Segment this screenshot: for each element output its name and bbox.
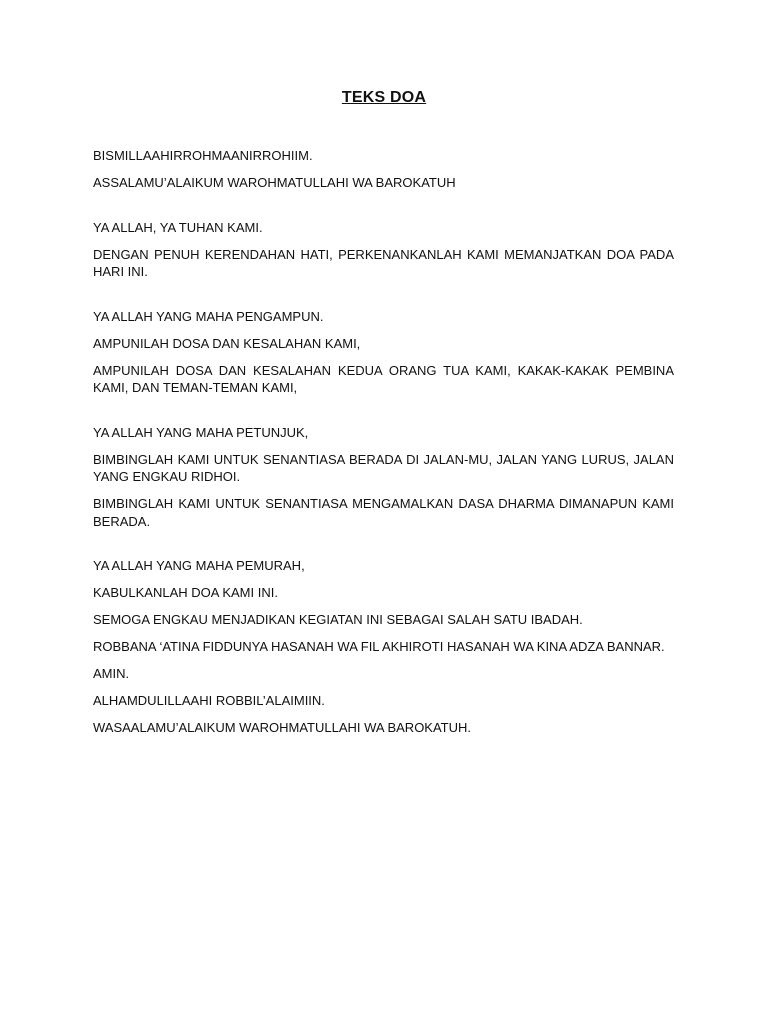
paragraph-maha-pengampun: YA ALLAH YANG MAHA PENGAMPUN.	[93, 308, 324, 324]
paragraph-amin: AMIN.	[93, 666, 130, 681]
paragraph-ibadah: SEMOGA ENGKAU MENJADIKAN KEGIATAN INI SEBAGAI SALAH SATU IBADAH.	[93, 612, 583, 627]
paragraph-maha-pemurah: YA ALLAH YANG MAHA PEMURAH,	[93, 558, 305, 573]
document-body	[93, 147, 674, 746]
paragraph-ampuni-orang-tua: AMPUNILAH DOSA DAN KESALAHAN KEDUA ORANG TUA KAMI, KAKAK-KAKAK PEMBINA KAMI, DAN TEMAN-TEMAN KAMI,	[93, 362, 674, 395]
paragraph-alhamdulillah: ALHAMDULILLAAHI ROBBIL’ALAIMIIN.	[93, 693, 325, 708]
paragraph-salam-closing: WASAALAMU’ALAIKUM WAROHMATULLAHI WA BAROKATUH.	[93, 720, 472, 735]
paragraph-bimbing-jalan: BIMBINGLAH KAMI UNTUK SENANTIASA BERADA DI JALAN-MU, JALAN YANG LURUS, JALAN YANG ENGKAU RIDHOI.	[93, 451, 674, 484]
paragraph-kabulkan-doa: KABULKANLAH DOA KAMI INI.	[93, 585, 278, 600]
paragraph-ampuni-kami: AMPUNILAH DOSA DAN KESALAHAN KAMI,	[93, 335, 361, 351]
paragraph-salam-opening: ASSALAMU’ALAIKUM WAROHMATULLAHI WA BAROKATUH	[93, 175, 456, 190]
paragraph-robbana: ROBBANA ‘ATINA FIDDUNYA HASANAH WA FIL AKHIROTI HASANAH WA KINA ADZA BANNAR.	[93, 639, 665, 654]
paragraph-ya-allah-tuhan: YA ALLAH, YA TUHAN KAMI.	[93, 219, 263, 235]
paragraph-bimbing-dasa-dharma: BIMBINGLAH KAMI UNTUK SENANTIASA MENGAMALKAN DASA DHARMA DIMANAPUN KAMI BERADA.	[93, 496, 674, 529]
paragraph-maha-petunjuk: YA ALLAH YANG MAHA PETUNJUK,	[93, 424, 309, 440]
paragraph-kerendahan-hati: DENGAN PENUH KERENDAHAN HATI, PERKENANKANLAH KAMI MEMANJATKAN DOA PADA HARI INI.	[93, 246, 674, 279]
document-title: TEKS DOA	[341, 89, 427, 106]
paragraph-basmalah: BISMILLAAHIRROHMAANIRROHIIM.	[93, 148, 313, 163]
